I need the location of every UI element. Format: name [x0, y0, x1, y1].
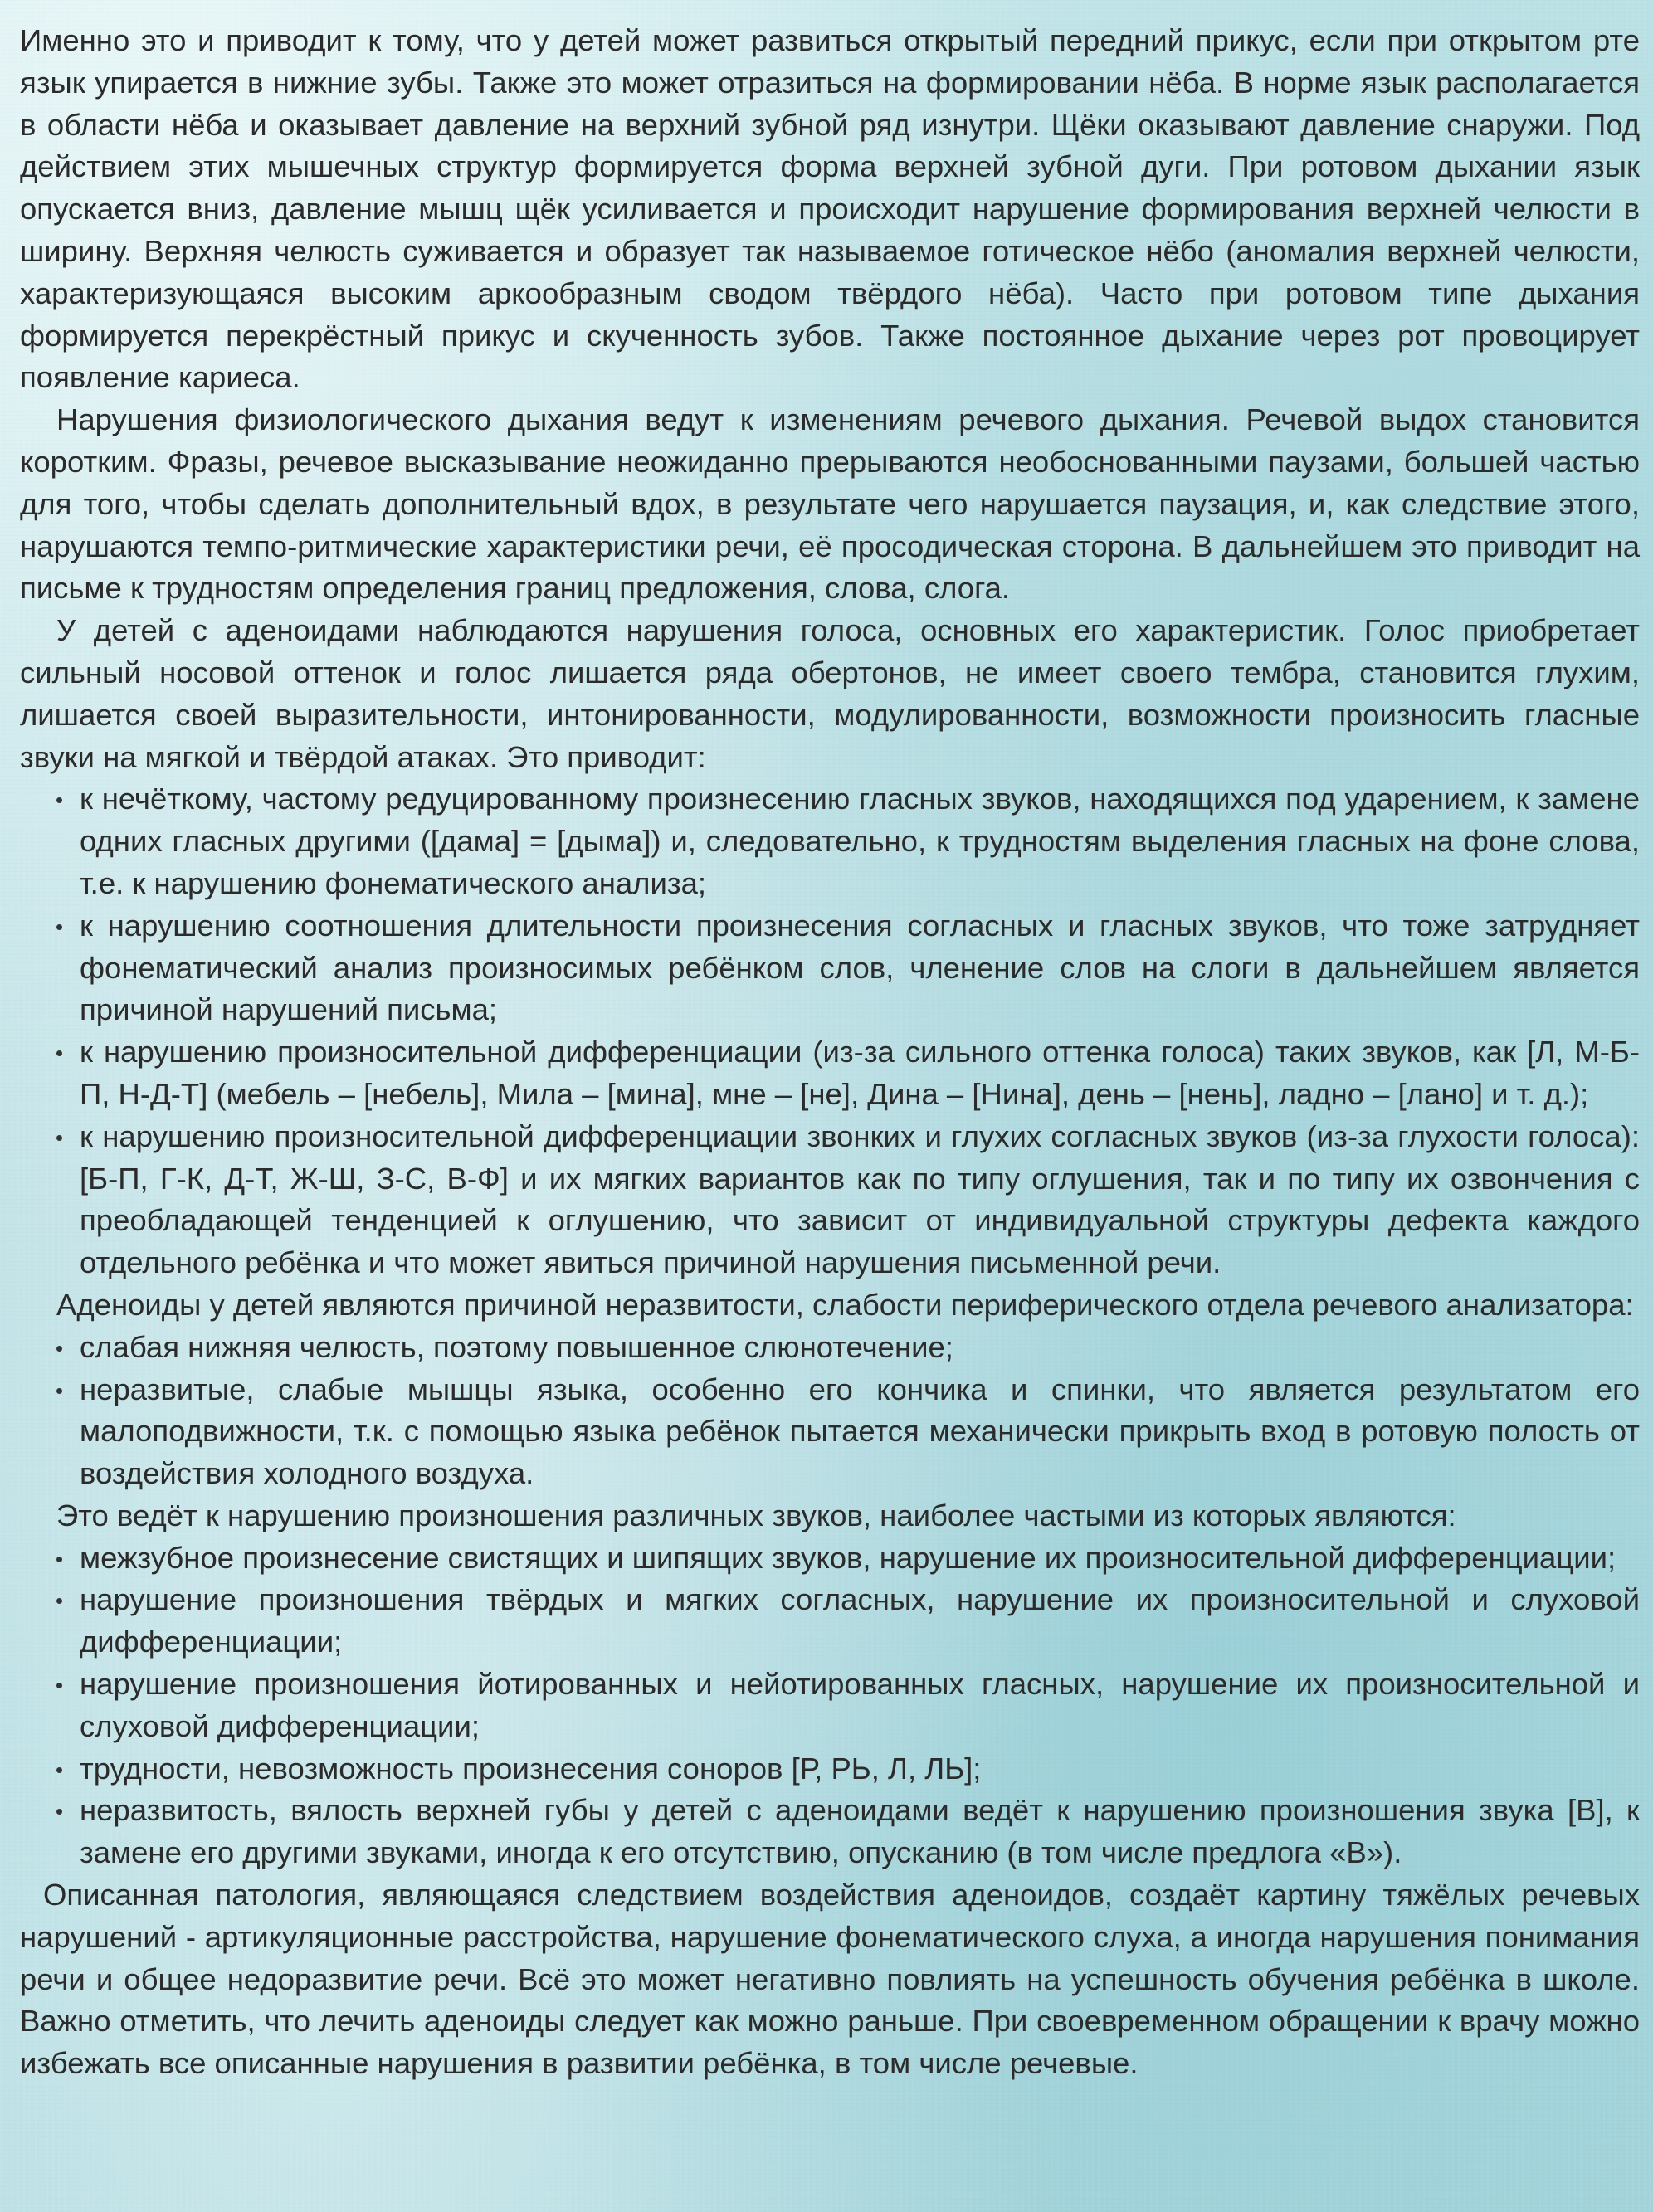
list-item-text: межзубное произнесение свистящих и шипящих звуков, нарушение их произносительной дифференциации;: [80, 1540, 1616, 1575]
list-item: [20, 1790, 1640, 1874]
list-item-text: неразвитые, слабые мышцы языка, особенно его кончика и спинки, что является результатом его малоподвижности, т.к. с помощью языка ребёнок пытается механически прикрыть вход в ротовую полость от воздействия холодного воздуха.: [80, 1372, 1640, 1491]
list-item: [20, 778, 1640, 904]
list-voice-consequences: [20, 778, 1640, 1284]
list-item: [20, 1031, 1640, 1116]
paragraph-analyzer: Аденоиды у детей являются причиной неразвитости, слабости периферического отдела речевого анализатора:: [56, 1287, 1634, 1322]
paragraph-pronunciation: Это ведёт к нарушению произношения различных звуков, наиболее частыми из которых являются:: [56, 1498, 1456, 1532]
bullet-icon: [56, 1767, 62, 1773]
list-analyzer-weakness: [20, 1327, 1640, 1495]
list-item-text: нарушение произношения твёрдых и мягких согласных, нарушение их произносительной и слуховой дифференциации;: [80, 1582, 1640, 1659]
bullet-icon: [56, 1388, 62, 1394]
bullet-icon: [56, 1346, 62, 1352]
list-item: [20, 905, 1640, 1031]
list-item: [20, 1664, 1640, 1748]
bullet-icon: [56, 1809, 62, 1815]
list-item-text: нарушение произношения йотированных и нейотированных гласных, нарушение их произносительной и слуховой дифференциации;: [80, 1667, 1640, 1743]
bullet-icon: [56, 1598, 62, 1604]
paragraph-mouth-breathing: Именно это и приводит к тому, что у детей может развиться открытый передний прикус, если при открытом рте язык упирается в нижние зубы. Также это может отразиться на формировании нёба. В норме язык располагается в области нёба и оказывает давление на верхний зубной ряд изнутри. Щёки оказывают давление снаружи. Под действием этих мышечных структур формируется форма верхней зубной дуги. При ротовом дыхании язык опускается вниз, давление мышц щёк усиливается и происходит нарушение формирования верхней челюсти в ширину. Верхняя челюсть суживается и образует так называемое готическое нёбо (аномалия верхней челюсти, характеризующаяся высоким аркообразным сводом твёрдого нёба). Часто при ротовом типе дыхания формируется перекрёстный прикус и скученность зубов. Также постоянное дыхание через рот провоцирует появление кариеса.: [20, 23, 1640, 395]
list-item-text: к нарушению произносительной дифференциации (из-за сильного оттенка голоса) таких звуков, как [Л, М-Б-П, Н-Д-Т] (мебель – [небель], Мила – [мина], мне – [не], Дина – [Нина], день – [нень], ладно – [лано] и т. д.);: [80, 1035, 1640, 1111]
paragraph-speech-breathing: Нарушения физиологического дыхания ведут к изменениям речевого дыхания. Речевой выдох становится коротким. Фразы, речевое высказывание неожиданно прерываются необоснованными паузами, большей частью для того, чтобы сделать дополнительный вдох, в результате чего нарушается паузация, и, как следствие этого, нарушаются темпо-ритмические характеристики речи, её просодическая сторона. В дальнейшем это приводит на письме к трудностям определения границ предложения, слова, слога.: [20, 402, 1640, 606]
bullet-icon: [56, 797, 62, 803]
list-item-text: неразвитость, вялость верхней губы у детей с аденоидами ведёт к нарушению произношения звука [В], к замене его другими звуками, иногда к его отсутствию, опусканию (в том числе предлога «В»).: [80, 1793, 1640, 1870]
bullet-icon: [56, 1557, 62, 1562]
bullet-icon: [56, 1683, 62, 1688]
list-sound-disorders: [20, 1537, 1640, 1874]
list-item-text: к нечёткому, частому редуцированному произнесению гласных звуков, находящихся под ударением, к замене одних гласных другими ([дама] = [дыма]) и, следовательно, к трудностям выделения гласных на фоне слова, т.е. к нарушению фонематического анализа;: [80, 782, 1640, 900]
paragraph-voice-disorders: У детей с аденоидами наблюдаются нарушения голоса, основных его характеристик. Голос приобретает сильный носовой оттенок и голос лишается ряда обертонов, не имеет своего тембра, становится глухим, лишается своей выразительности, интонированности, модулированности, возможности произносить гласные звуки на мягкой и твёрдой атаках. Это приводит:: [20, 613, 1640, 774]
bullet-icon: [56, 1135, 62, 1141]
bullet-icon: [56, 1050, 62, 1056]
list-item: [20, 1579, 1640, 1664]
document-page: [20, 20, 1640, 2085]
bullet-icon: [56, 924, 62, 930]
list-item: [20, 1327, 1640, 1369]
list-item: [20, 1369, 1640, 1495]
list-item: [20, 1748, 1640, 1791]
list-item-text: слабая нижняя челюсть, поэтому повышенное слюнотечение;: [80, 1329, 953, 1364]
list-item-text: к нарушению соотношения длительности произнесения согласных и гласных звуков, что тоже затрудняет фонематический анализ произносимых ребёнком слов, членение слов на слоги в дальнейшем является причиной нарушений письма;: [80, 908, 1640, 1027]
list-item-text: трудности, невозможность произнесения соноров [Р, РЬ, Л, ЛЬ];: [80, 1751, 982, 1786]
list-item: [20, 1537, 1640, 1580]
list-item: [20, 1116, 1640, 1284]
list-item-text: к нарушению произносительной дифференциации звонких и глухих согласных звуков (из-за глухости голоса): [Б-П, Г-К, Д-Т, Ж-Ш, З-С, В-Ф] и их мягких вариантов как по типу оглушения, так и по типу их озвончения с преобладающей тенденцией к оглушению, что зависит от индивидуальной структуры дефекта каждого отдельного ребёнка и что может явиться причиной нарушения письменной речи.: [80, 1118, 1640, 1280]
paragraph-conclusion: Описанная патология, являющаяся следствием воздействия аденоидов, создаёт картину тяжёлых речевых нарушений - артикуляционные расстройства, нарушение фонематического слуха, а иногда нарушения понимания речи и общее недоразвитие речи. Всё это может негативно повлиять на успешность обучения ребёнка в школе. Важно отметить, что лечить аденоиды следует как можно раньше. При своевременном обращении к врачу можно избежать все описанные нарушения в развитии ребёнка, в том числе речевые.: [20, 1878, 1640, 2081]
